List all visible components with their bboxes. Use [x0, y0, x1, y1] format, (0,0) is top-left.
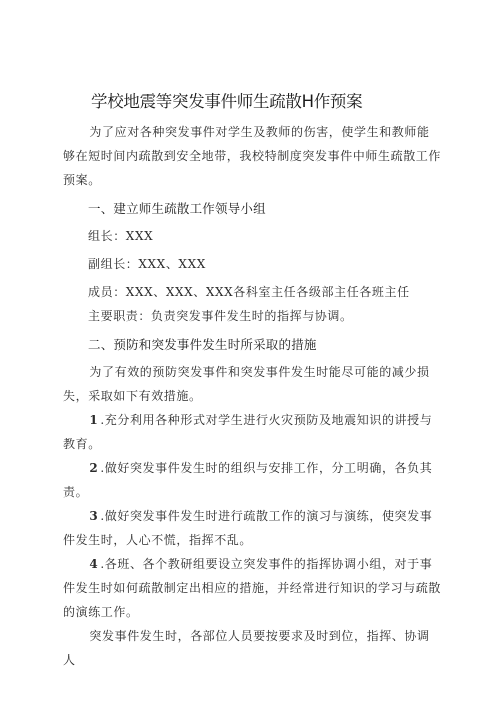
item-text: .做好突发事件发生时的组织与安排工作，分工明确，各负其责。: [63, 461, 433, 499]
leader-line: 组长：XXX: [88, 229, 154, 243]
measure-item-1: [63, 408, 441, 456]
deputy-line: 副组长：XXX、XXX: [88, 257, 206, 271]
section-2-heading: 二、预防和突发事件发生时所采取的措施: [88, 337, 317, 352]
measure-item-3: [63, 504, 441, 552]
item-number: 4: [89, 557, 99, 571]
duties-line: 主要职责：负责突发事件发生时的指挥与协调。: [88, 309, 353, 323]
measure-item-4: [63, 552, 441, 624]
item-text: .做好突发事件发生时进行疏散工作的演习与演练，使突发事件发生时，人心不慌，指挥不乱。: [63, 509, 433, 547]
document-body: [63, 120, 441, 672]
closing-paragraph: 突发事件发生时，各部位人员要按要求及时到位，指挥、协调人: [63, 629, 430, 667]
item-text: .充分利用各种形式对学生进行火灾预防及地震知识的讲授与教育。: [63, 413, 433, 451]
section-2-intro: 为了有效的预防突发事件和突发事件发生时能尽可能的减少损失，采取如下有效措施。: [63, 365, 430, 403]
section-1-heading: 一、建立师生疏散工作领导小组: [88, 201, 266, 216]
item-number: 1: [89, 413, 99, 427]
members-line: 成员：XXX、XXX、XXX各科室主任各级部主任各班主任: [88, 285, 410, 299]
document-title: 学校地震等突发事件师生疏散H作预案: [91, 92, 363, 111]
intro-paragraph: 为了应对各种突发事件对学生及教师的伤害，使学生和教师能够在短时间内疏散到安全地带，我校特制度突发事件中师生疏散工作预案。: [63, 125, 442, 187]
item-number: 3: [89, 509, 99, 523]
item-text: .各班、各个教研组要设立突发事件的指挥协调小组，对于事件发生时如何疏散制定出相应的措施，并经常进行知识的学习与疏散的演练工作。: [63, 557, 442, 619]
measure-item-2: [63, 456, 441, 504]
item-number: 2: [89, 461, 99, 475]
